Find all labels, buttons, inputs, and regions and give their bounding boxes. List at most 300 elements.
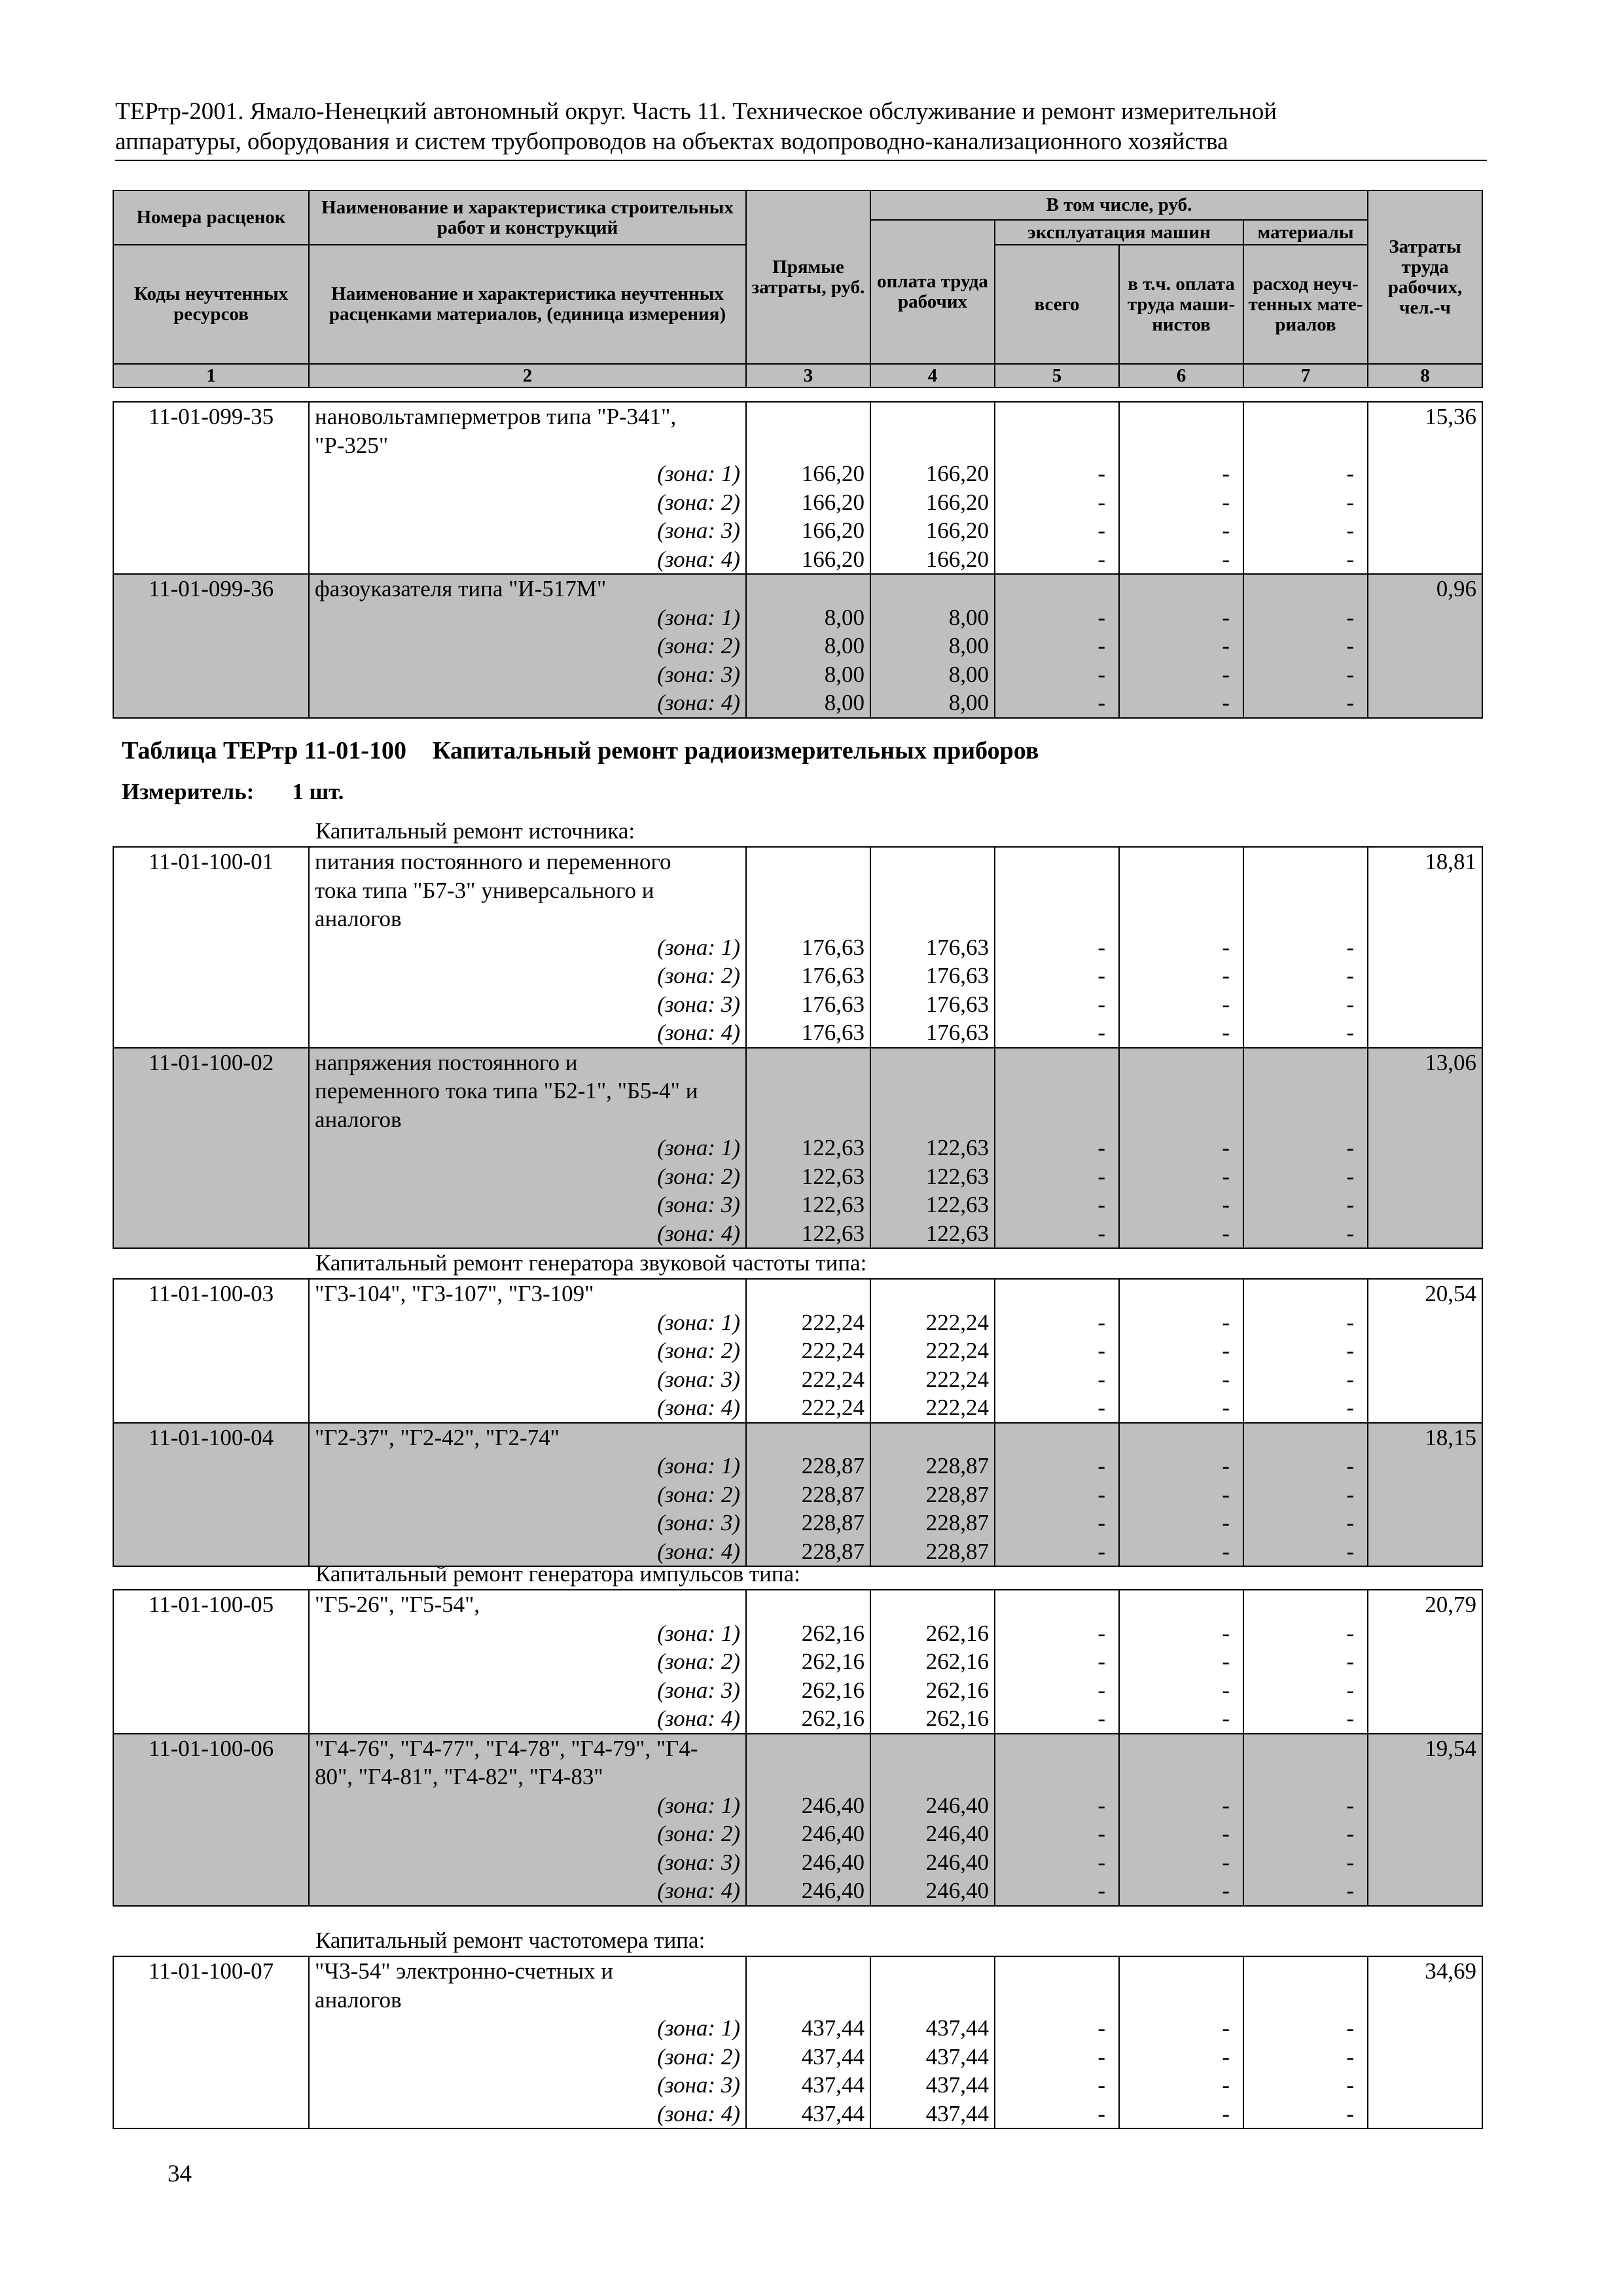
- empty-cell: [1243, 1048, 1368, 1077]
- materials-expense: -: [1243, 516, 1368, 545]
- empty-cell: [746, 1423, 870, 1452]
- machinist-pay: -: [1119, 516, 1243, 545]
- materials-expense: -: [1243, 1162, 1368, 1191]
- direct-cost: 8,00: [746, 632, 870, 660]
- empty-cell: [995, 847, 1119, 876]
- rate-description: аналогов: [309, 905, 746, 933]
- table-row: [113, 1676, 1482, 1705]
- table-row: [113, 1704, 1482, 1734]
- labor-pay: 122,63: [870, 1162, 995, 1191]
- materials-expense: -: [1243, 603, 1368, 632]
- empty-cell: [746, 574, 870, 603]
- machines-total: -: [995, 1308, 1119, 1337]
- direct-cost: 222,24: [746, 1308, 870, 1337]
- direct-cost: 122,63: [746, 1219, 870, 1249]
- machines-total: -: [995, 2014, 1119, 2043]
- section-label: Капитальный ремонт генератора звуковой частоты типа:: [315, 1250, 867, 1276]
- labor-pay: 262,16: [870, 1619, 995, 1648]
- empty-cell: [870, 1048, 995, 1077]
- section-label: Капитальный ремонт частотомера типа:: [315, 1928, 705, 1953]
- direct-cost: 166,20: [746, 545, 870, 575]
- empty-cell: [1119, 1763, 1243, 1791]
- column-number: 4: [870, 364, 995, 387]
- machinist-pay: -: [1119, 2043, 1243, 2072]
- labor-pay: 8,00: [870, 603, 995, 632]
- machines-total: -: [995, 1393, 1119, 1423]
- empty-cell: [1119, 431, 1243, 460]
- direct-cost: 246,40: [746, 1820, 870, 1848]
- rate-code: 11-01-100-01: [113, 847, 309, 1048]
- machinist-pay: -: [1119, 1191, 1243, 1219]
- machines-total: -: [995, 961, 1119, 990]
- direct-cost: 262,16: [746, 1704, 870, 1734]
- zone-label: (зона: 1): [309, 1791, 746, 1820]
- empty-cell: [746, 1986, 870, 2015]
- empty-cell: [746, 1105, 870, 1134]
- machines-total: -: [995, 1537, 1119, 1567]
- machinist-pay: -: [1119, 689, 1243, 718]
- labor-pay: 228,87: [870, 1452, 995, 1480]
- empty-cell: [746, 1048, 870, 1077]
- rates-table-block1: [113, 401, 1483, 719]
- machines-total: -: [995, 1162, 1119, 1191]
- direct-cost: 437,44: [746, 2014, 870, 2043]
- materials-expense: -: [1243, 1820, 1368, 1848]
- direct-cost: 176,63: [746, 961, 870, 990]
- direct-cost: 222,24: [746, 1365, 870, 1394]
- labor-hours: 15,36: [1368, 402, 1482, 574]
- header-pryamye: Прямые затраты, руб.: [746, 190, 870, 364]
- materials-expense: -: [1243, 632, 1368, 660]
- rate-description: 80", "Г4-81", "Г4-82", "Г4-83": [309, 1763, 746, 1791]
- zone-label: (зона: 2): [309, 1162, 746, 1191]
- empty-cell: [870, 1279, 995, 1308]
- materials-expense: -: [1243, 1791, 1368, 1820]
- empty-cell: [746, 1077, 870, 1105]
- labor-hours: 20,79: [1368, 1590, 1482, 1734]
- table-row: [113, 847, 1482, 876]
- empty-cell: [1243, 1423, 1368, 1452]
- table-row: [113, 1986, 1482, 2015]
- materials-expense: -: [1243, 1018, 1368, 1048]
- zone-label: (зона: 1): [309, 459, 746, 488]
- labor-pay: 246,40: [870, 1820, 995, 1848]
- machinist-pay: -: [1119, 1336, 1243, 1365]
- rate-description: "Г5-26", "Г5-54",: [309, 1590, 746, 1619]
- empty-cell: [1243, 1986, 1368, 2015]
- empty-cell: [746, 1763, 870, 1791]
- zone-label: (зона: 4): [309, 1537, 746, 1567]
- rate-description: фазоуказателя типа "И-517М": [309, 574, 746, 603]
- materials-expense: -: [1243, 1336, 1368, 1365]
- table-row: [113, 1791, 1482, 1820]
- column-number: 1: [113, 364, 309, 387]
- table-row: [113, 488, 1482, 517]
- zone-label: (зона: 3): [309, 1848, 746, 1877]
- empty-cell: [1243, 847, 1368, 876]
- machinist-pay: -: [1119, 1452, 1243, 1480]
- machines-total: -: [995, 2100, 1119, 2129]
- labor-pay: 122,63: [870, 1134, 995, 1162]
- direct-cost: 246,40: [746, 1876, 870, 1906]
- empty-cell: [995, 1077, 1119, 1105]
- empty-cell: [1119, 1423, 1243, 1452]
- materials-expense: -: [1243, 2043, 1368, 2072]
- direct-cost: 228,87: [746, 1537, 870, 1567]
- table-row: [113, 1763, 1482, 1791]
- empty-cell: [870, 1423, 995, 1452]
- empty-cell: [870, 431, 995, 460]
- column-number: 6: [1119, 364, 1243, 387]
- machinist-pay: -: [1119, 1876, 1243, 1906]
- labor-pay: 166,20: [870, 516, 995, 545]
- empty-cell: [870, 402, 995, 431]
- empty-cell: [995, 1590, 1119, 1619]
- direct-cost: 8,00: [746, 603, 870, 632]
- table-row: [113, 1077, 1482, 1105]
- empty-cell: [746, 847, 870, 876]
- header-line-1: ТЕРтр-2001. Ямало-Ненецкий автономный округ. Часть 11. Техническое обслуживание и ремонт измерительной: [115, 98, 1277, 125]
- direct-cost: 166,20: [746, 459, 870, 488]
- machines-total: -: [995, 1018, 1119, 1048]
- table-row: [113, 905, 1482, 933]
- empty-cell: [1243, 574, 1368, 603]
- labor-pay: 437,44: [870, 2014, 995, 2043]
- empty-cell: [995, 402, 1119, 431]
- materials-expense: -: [1243, 2100, 1368, 2129]
- machines-total: -: [995, 1848, 1119, 1877]
- zone-label: (зона: 3): [309, 1509, 746, 1537]
- table-row: [113, 1480, 1482, 1509]
- materials-expense: -: [1243, 961, 1368, 990]
- rate-code: 11-01-100-04: [113, 1423, 309, 1567]
- empty-cell: [746, 876, 870, 905]
- direct-cost: 262,16: [746, 1619, 870, 1648]
- machines-total: -: [995, 1704, 1119, 1734]
- materials-expense: -: [1243, 1480, 1368, 1509]
- empty-cell: [870, 574, 995, 603]
- labor-pay: 8,00: [870, 660, 995, 689]
- machinist-pay: -: [1119, 1219, 1243, 1249]
- empty-cell: [995, 431, 1119, 460]
- header-v-tom-chisle: В том числе, руб.: [870, 190, 1368, 220]
- rate-description: напряжения постоянного и: [309, 1048, 746, 1077]
- table-row: [113, 2043, 1482, 2072]
- machinist-pay: -: [1119, 603, 1243, 632]
- header-vsego: всего: [995, 245, 1119, 364]
- materials-expense: -: [1243, 1537, 1368, 1567]
- table-row: [113, 1134, 1482, 1162]
- empty-cell: [746, 1734, 870, 1763]
- empty-cell: [870, 1763, 995, 1791]
- table-row: [113, 1219, 1482, 1249]
- machinist-pay: -: [1119, 2100, 1243, 2129]
- zone-label: (зона: 3): [309, 1365, 746, 1394]
- rates-table-section: [113, 1956, 1483, 2129]
- machinist-pay: -: [1119, 459, 1243, 488]
- empty-cell: [1119, 1986, 1243, 2015]
- table-row: [113, 1734, 1482, 1763]
- materials-expense: -: [1243, 660, 1368, 689]
- table-row: [113, 632, 1482, 660]
- table-row: [113, 574, 1482, 603]
- empty-cell: [1243, 1279, 1368, 1308]
- machines-total: -: [995, 2043, 1119, 2072]
- rate-code: 11-01-100-06: [113, 1734, 309, 1906]
- machinist-pay: -: [1119, 1647, 1243, 1676]
- empty-cell: [746, 1956, 870, 1986]
- labor-pay: 222,24: [870, 1393, 995, 1423]
- labor-hours: 0,96: [1368, 574, 1482, 718]
- rate-code: 11-01-100-02: [113, 1048, 309, 1249]
- rate-description: питания постоянного и переменного: [309, 847, 746, 876]
- machines-total: -: [995, 603, 1119, 632]
- machinist-pay: -: [1119, 1365, 1243, 1394]
- direct-cost: 122,63: [746, 1162, 870, 1191]
- unit-value: 1 шт.: [292, 779, 344, 804]
- labor-pay: 122,63: [870, 1191, 995, 1219]
- machines-total: -: [995, 1191, 1119, 1219]
- empty-cell: [870, 1105, 995, 1134]
- rate-code: 11-01-100-05: [113, 1590, 309, 1734]
- materials-expense: -: [1243, 545, 1368, 575]
- empty-cell: [1243, 1734, 1368, 1763]
- rate-description: "Р-325": [309, 431, 746, 460]
- machines-total: -: [995, 1791, 1119, 1820]
- table-row: [113, 689, 1482, 718]
- table-row: [113, 2014, 1482, 2043]
- machinist-pay: -: [1119, 1704, 1243, 1734]
- table-row: [113, 1619, 1482, 1648]
- zone-label: (зона: 4): [309, 2100, 746, 2129]
- machines-total: -: [995, 516, 1119, 545]
- machinist-pay: -: [1119, 1791, 1243, 1820]
- machinist-pay: -: [1119, 990, 1243, 1019]
- empty-cell: [995, 1279, 1119, 1308]
- empty-cell: [1119, 1105, 1243, 1134]
- header-nomera: Номера расценок: [113, 190, 309, 245]
- labor-pay: 176,63: [870, 990, 995, 1019]
- table-row: [113, 660, 1482, 689]
- zone-label: (зона: 4): [309, 1018, 746, 1048]
- machinist-pay: -: [1119, 1308, 1243, 1337]
- machines-total: -: [995, 1619, 1119, 1648]
- table-row: [113, 1018, 1482, 1048]
- empty-cell: [870, 847, 995, 876]
- table-title: [122, 736, 1039, 765]
- empty-cell: [1243, 1956, 1368, 1986]
- machinist-pay: -: [1119, 1509, 1243, 1537]
- materials-expense: -: [1243, 1308, 1368, 1337]
- zone-label: (зона: 3): [309, 2071, 746, 2100]
- zone-label: (зона: 2): [309, 632, 746, 660]
- labor-pay: 176,63: [870, 1018, 995, 1048]
- direct-cost: 8,00: [746, 689, 870, 718]
- labor-pay: 176,63: [870, 961, 995, 990]
- zone-label: (зона: 2): [309, 1480, 746, 1509]
- labor-pay: 166,20: [870, 488, 995, 517]
- direct-cost: 222,24: [746, 1336, 870, 1365]
- direct-cost: 437,44: [746, 2043, 870, 2072]
- column-number: 8: [1368, 364, 1482, 387]
- rate-code: 11-01-099-36: [113, 574, 309, 718]
- empty-cell: [746, 1590, 870, 1619]
- table-row: [113, 402, 1482, 431]
- zone-label: (зона: 2): [309, 1820, 746, 1848]
- rate-description: "Ч3-54" электронно-счетных и: [309, 1956, 746, 1986]
- table-row: [113, 990, 1482, 1019]
- table-row: [113, 431, 1482, 460]
- table-row: [113, 1876, 1482, 1906]
- page-header: [115, 97, 1487, 161]
- header-naim-top: Наименование и характеристика строительных работ и конструкций: [309, 190, 746, 245]
- machines-total: -: [995, 545, 1119, 575]
- zone-label: (зона: 3): [309, 660, 746, 689]
- direct-cost: 262,16: [746, 1676, 870, 1705]
- table-row: [113, 603, 1482, 632]
- table-row: [113, 1105, 1482, 1134]
- rate-code: 11-01-099-35: [113, 402, 309, 574]
- empty-cell: [995, 876, 1119, 905]
- labor-pay: 262,16: [870, 1647, 995, 1676]
- table-row: [113, 545, 1482, 575]
- machines-total: -: [995, 1219, 1119, 1249]
- machines-total: -: [995, 933, 1119, 962]
- machines-total: -: [995, 1365, 1119, 1394]
- table-row: [113, 1452, 1482, 1480]
- labor-hours: 18,81: [1368, 847, 1482, 1048]
- empty-cell: [1119, 1048, 1243, 1077]
- labor-pay: 166,20: [870, 545, 995, 575]
- machines-total: -: [995, 1336, 1119, 1365]
- table-row: [113, 1647, 1482, 1676]
- machinist-pay: -: [1119, 933, 1243, 962]
- empty-cell: [870, 1986, 995, 2015]
- materials-expense: -: [1243, 1452, 1368, 1480]
- machinist-pay: -: [1119, 961, 1243, 990]
- empty-cell: [995, 1048, 1119, 1077]
- rate-description: переменного тока типа "Б2-1", "Б5-4" и: [309, 1077, 746, 1105]
- direct-cost: 228,87: [746, 1452, 870, 1480]
- labor-pay: 437,44: [870, 2100, 995, 2129]
- empty-cell: [1243, 1077, 1368, 1105]
- materials-expense: -: [1243, 990, 1368, 1019]
- machinist-pay: -: [1119, 2014, 1243, 2043]
- table-row: [113, 1423, 1482, 1452]
- table-row: [113, 2071, 1482, 2100]
- rate-description: аналогов: [309, 1105, 746, 1134]
- empty-cell: [1119, 876, 1243, 905]
- labor-pay: 437,44: [870, 2043, 995, 2072]
- machinist-pay: -: [1119, 2071, 1243, 2100]
- header-ekspluatatsiya: эксплуатация машин: [995, 220, 1243, 245]
- table-row: [113, 933, 1482, 962]
- zone-label: (зона: 1): [309, 603, 746, 632]
- machines-total: -: [995, 1876, 1119, 1906]
- machinist-pay: -: [1119, 1537, 1243, 1567]
- empty-cell: [1243, 1590, 1368, 1619]
- rates-table-section: [113, 1278, 1483, 1567]
- rates-table-section: [113, 1589, 1483, 1907]
- table-row: [113, 1191, 1482, 1219]
- table-row: [113, 1956, 1482, 1986]
- materials-expense: -: [1243, 1365, 1368, 1394]
- materials-expense: -: [1243, 1134, 1368, 1162]
- materials-expense: -: [1243, 2014, 1368, 2043]
- machinist-pay: -: [1119, 488, 1243, 517]
- direct-cost: 8,00: [746, 660, 870, 689]
- empty-cell: [995, 1105, 1119, 1134]
- zone-label: (зона: 1): [309, 933, 746, 962]
- machines-total: -: [995, 459, 1119, 488]
- header-vtch: в т.ч. оплата труда маши- нистов: [1119, 245, 1243, 364]
- empty-cell: [995, 1423, 1119, 1452]
- machinist-pay: -: [1119, 1820, 1243, 1848]
- labor-hours: 19,54: [1368, 1734, 1482, 1906]
- machinist-pay: -: [1119, 1480, 1243, 1509]
- empty-cell: [1119, 1077, 1243, 1105]
- machinist-pay: -: [1119, 1393, 1243, 1423]
- empty-cell: [1119, 905, 1243, 933]
- materials-expense: -: [1243, 1393, 1368, 1423]
- direct-cost: 122,63: [746, 1134, 870, 1162]
- table-row: [113, 1590, 1482, 1619]
- empty-cell: [1119, 1956, 1243, 1986]
- header-rashod: расход неуч- тенных мате- риалов: [1243, 245, 1368, 364]
- machines-total: -: [995, 1647, 1119, 1676]
- machinist-pay: -: [1119, 660, 1243, 689]
- materials-expense: -: [1243, 488, 1368, 517]
- table-row: [113, 1820, 1482, 1848]
- machinist-pay: -: [1119, 1162, 1243, 1191]
- empty-cell: [995, 905, 1119, 933]
- header-materialy: материалы: [1243, 220, 1368, 245]
- zone-label: (зона: 2): [309, 2043, 746, 2072]
- zone-label: (зона: 2): [309, 1647, 746, 1676]
- labor-pay: 228,87: [870, 1480, 995, 1509]
- materials-expense: -: [1243, 689, 1368, 718]
- unit-line: [122, 779, 344, 805]
- machinist-pay: -: [1119, 1018, 1243, 1048]
- labor-hours: 34,69: [1368, 1956, 1482, 2128]
- empty-cell: [1243, 905, 1368, 933]
- zone-label: (зона: 1): [309, 1308, 746, 1337]
- zone-label: (зона: 4): [309, 1393, 746, 1423]
- header-oplata: оплата труда рабочих: [870, 220, 995, 364]
- empty-cell: [870, 1734, 995, 1763]
- materials-expense: -: [1243, 1647, 1368, 1676]
- machines-total: -: [995, 1676, 1119, 1705]
- header-kody: Коды неучтенных ресурсов: [113, 245, 309, 364]
- column-number: 7: [1243, 364, 1368, 387]
- empty-cell: [1243, 431, 1368, 460]
- zone-label: (зона: 3): [309, 1676, 746, 1705]
- rate-description: тока типа "Б7-3" универсального и: [309, 876, 746, 905]
- zone-label: (зона: 1): [309, 2014, 746, 2043]
- materials-expense: -: [1243, 1876, 1368, 1906]
- labor-pay: 222,24: [870, 1336, 995, 1365]
- zone-label: (зона: 4): [309, 545, 746, 575]
- materials-expense: -: [1243, 1619, 1368, 1648]
- direct-cost: 262,16: [746, 1647, 870, 1676]
- labor-hours: 20,54: [1368, 1279, 1482, 1423]
- column-number: 2: [309, 364, 746, 387]
- empty-cell: [1119, 1734, 1243, 1763]
- header-line-2: аппаратуры, оборудования и систем трубопроводов на объектах водопроводно-канализационного хозяйства: [115, 128, 1228, 155]
- rate-description: "Г4-76", "Г4-77", "Г4-78", "Г4-79", "Г4-: [309, 1734, 746, 1763]
- zone-label: (зона: 2): [309, 488, 746, 517]
- labor-pay: 262,16: [870, 1704, 995, 1734]
